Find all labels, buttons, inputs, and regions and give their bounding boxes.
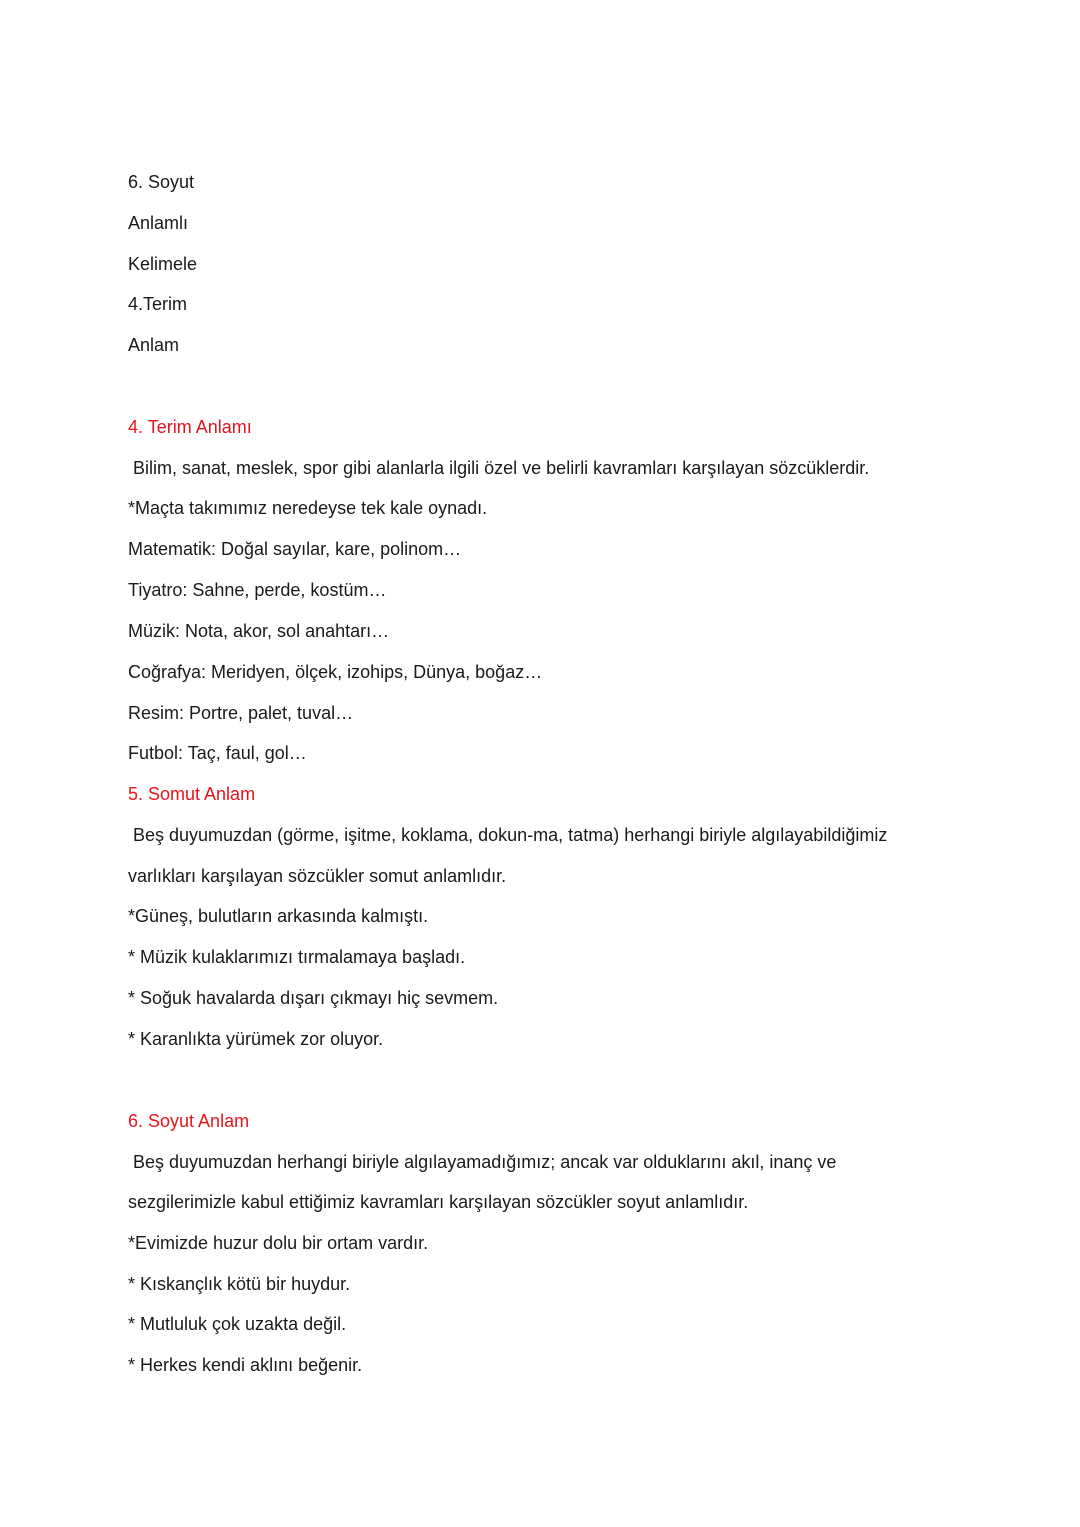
section-definition: Bilim, sanat, meslek, spor gibi alanlarla ilgili özel ve belirli kavramları karşılayan sözcüklerdir.: [133, 458, 870, 478]
example-sentence: *Maçta takımımız neredeyse tek kale oynadı.: [128, 498, 488, 518]
example-sentence: * Karanlıkta yürümek zor oluyor.: [128, 1029, 384, 1049]
fragment-line: Anlamlı: [128, 213, 189, 233]
field-item: Resim: Portre, palet, tuval…: [128, 703, 354, 723]
section-heading-somut: 5. Somut Anlam: [128, 784, 256, 804]
field-item: Coğrafya: Meridyen, ölçek, izohips, Dünya, boğaz…: [128, 662, 543, 682]
example-sentence: * Mutluluk çok uzakta değil.: [128, 1314, 347, 1334]
section-definition: varlıkları karşılayan sözcükler somut anlamlıdır.: [128, 866, 507, 886]
example-sentence: * Soğuk havalarda dışarı çıkmayı hiç sevmem.: [128, 988, 499, 1008]
section-heading-soyut: 6. Soyut Anlam: [128, 1111, 250, 1131]
example-sentence: * Herkes kendi aklını beğenir.: [128, 1355, 363, 1375]
example-sentence: * Müzik kulaklarımızı tırmalamaya başladı.: [128, 947, 466, 967]
field-item: Müzik: Nota, akor, sol anahtarı…: [128, 621, 390, 641]
section-definition: Beş duyumuzdan (görme, işitme, koklama, dokun-ma, tatma) herhangi biriyle algılayabildiğimiz: [133, 825, 888, 845]
fragment-line: Kelimele: [128, 254, 198, 274]
fragment-line: 6. Soyut: [128, 172, 195, 192]
section-heading-terim: 4. Terim Anlamı: [128, 417, 252, 437]
field-item: Tiyatro: Sahne, perde, kostüm…: [128, 580, 387, 600]
example-sentence: *Evimizde huzur dolu bir ortam vardır.: [128, 1233, 429, 1253]
fragment-line: 4.Terim: [128, 294, 188, 314]
section-definition: Beş duyumuzdan herhangi biriyle algılayamadığımız; ancak var olduklarını akıl, inanç ve: [133, 1152, 837, 1172]
example-sentence: *Güneş, bulutların arkasında kalmıştı.: [128, 906, 429, 926]
field-item: Futbol: Taç, faul, gol…: [128, 743, 307, 763]
fragment-line: Anlam: [128, 335, 180, 355]
field-item: Matematik: Doğal sayılar, kare, polinom…: [128, 539, 462, 559]
section-definition: sezgilerimizle kabul ettiğimiz kavramları karşılayan sözcükler soyut anlamlıdır.: [128, 1192, 749, 1212]
example-sentence: * Kıskançlık kötü bir huydur.: [128, 1274, 351, 1294]
